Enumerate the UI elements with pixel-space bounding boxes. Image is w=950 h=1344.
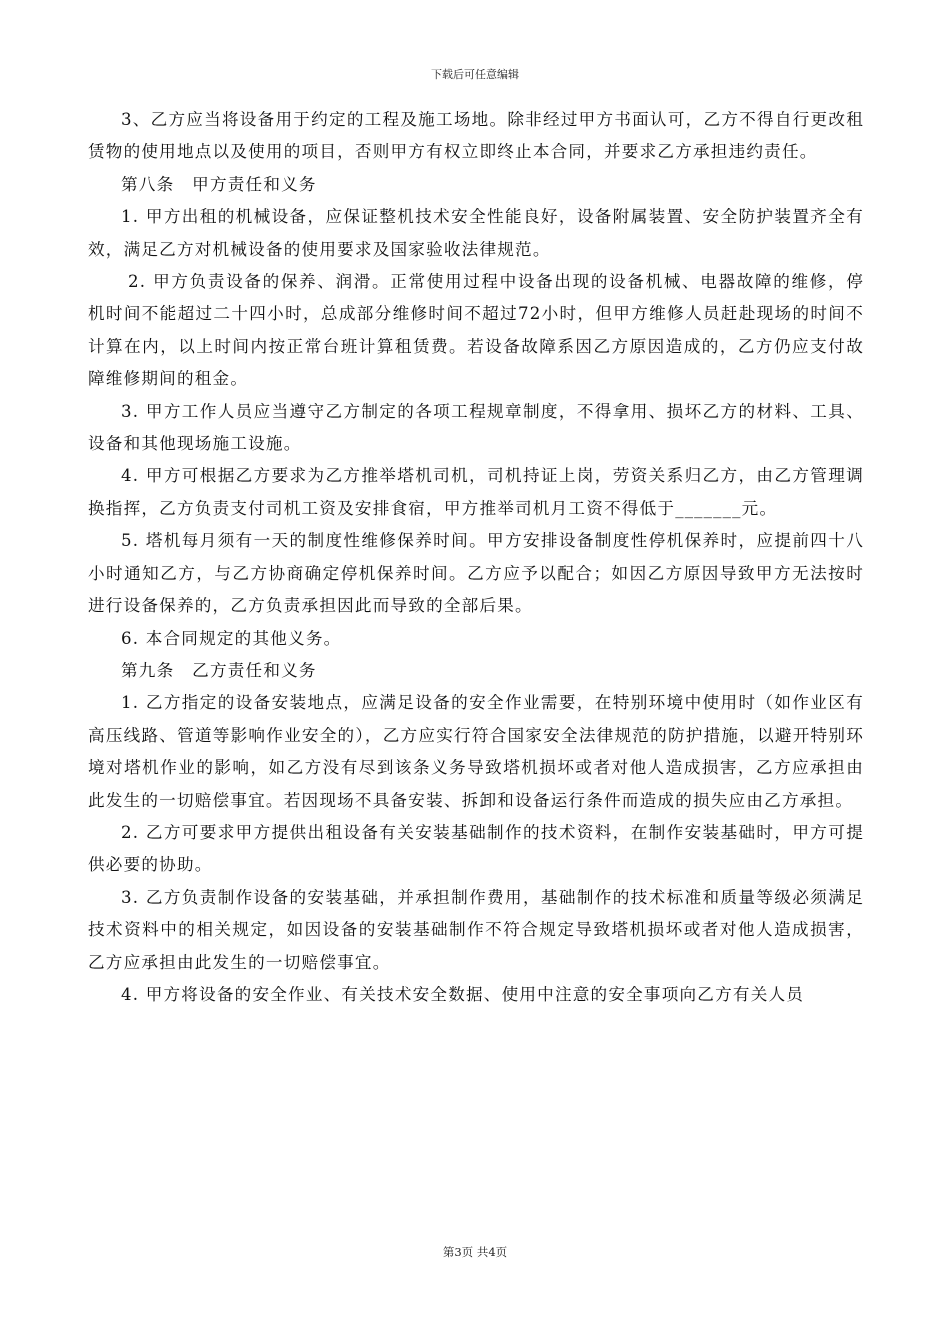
paragraph-article-9-2: 2. 乙方可要求甲方提供出租设备有关安装基础制作的技术资料，在制作安装基础时，甲方可提供必要的协助。 bbox=[88, 822, 864, 875]
paragraph-article-8-1: 1. 甲方出租的机械设备，应保证整机技术安全性能良好，设备附属装置、安全防护装置齐全有效，满足乙方对机械设备的使用要求及国家验收法律规范。 bbox=[88, 207, 864, 259]
paragraph-article-9-4: 4. 甲方将设备的安全作业、有关技术安全数据、使用中注意的安全事项向乙方有关人员 bbox=[121, 984, 805, 1004]
section-heading-article-9: 第九条 乙方责任和义务 bbox=[121, 660, 317, 680]
page-header: 下载后可任意编辑 bbox=[431, 68, 519, 81]
paragraph-clause-7-3: 3、乙方应当将设备用于约定的工程及施工场地。除非经过甲方书面认可，乙方不得自行更改租赁物的使用地点以及使用的项目，否则甲方有权立即终止本合同，并要求乙方承担违约责任。 bbox=[88, 110, 864, 162]
paragraph-article-9-1: 1. 乙方指定的设备安装地点，应满足设备的安全作业需要，在特别环境中使用时（如作业区有高压线路、管道等影响作业安全的），乙方应实行符合国家安全法律规范的防护措施，以避开特别环境对塔机作业的影响，如乙方没有尽到该条义务导致塔机损坏或者对他人造成损害，乙方应承担由此发生的一切赔偿事宜。若因现场不具备安装、拆卸和设备运行条件而造成的损失应由乙方承担。 bbox=[88, 693, 864, 810]
paragraph-article-8-3: 3. 甲方工作人员应当遵守乙方制定的各项工程规章制度，不得拿用、损坏乙方的材料、工具、设备和其他现场施工设施。 bbox=[88, 401, 864, 454]
paragraph-article-9-3: 3. 乙方负责制作设备的安装基础，并承担制作费用，基础制作的技术标准和质量等级必须满足技术资料中的相关规定，如因设备的安装基础制作不符合规定导致塔机损坏或者对他人造成损害，乙方应承担由此发生的一切赔偿事宜。 bbox=[88, 887, 864, 972]
document-body bbox=[88, 104, 864, 1011]
paragraph-article-8-5: 5. 塔机每月须有一天的制度性维修保养时间。甲方安排设备制度性停机保养时，应提前四十八小时通知乙方，与乙方协商确定停机保养时间。乙方应予以配合；如因乙方原因导致甲方无法按时进行设备保养的，乙方负责承担因此而导致的全部后果。 bbox=[88, 531, 864, 616]
paragraph-article-8-4: 4. 甲方可根据乙方要求为乙方推举塔机司机，司机持证上岗，劳资关系归乙方，由乙方管理调换指挥，乙方负责支付司机工资及安排食宿，甲方推举司机月工资不得低于_______元。 bbox=[88, 466, 864, 518]
section-heading-article-8: 第八条 甲方责任和义务 bbox=[121, 174, 317, 194]
paragraph-article-8-6: 6. 本合同规定的其他义务。 bbox=[121, 628, 342, 648]
page-footer: 第3页 共4页 bbox=[442, 1245, 508, 1259]
paragraph-article-8-2: 2. 甲方负责设备的保养、润滑。正常使用过程中设备出现的设备机械、电器故障的维修，停机时间不能超过二十四小时，总成部分维修时间不超过72小时，但甲方维修人员赶赴现场的时间不计算在内，以上时间内按正常台班计算租赁费。若设备故障系因乙方原因造成的，乙方仍应支付故障维修期间的租金。 bbox=[88, 272, 864, 389]
